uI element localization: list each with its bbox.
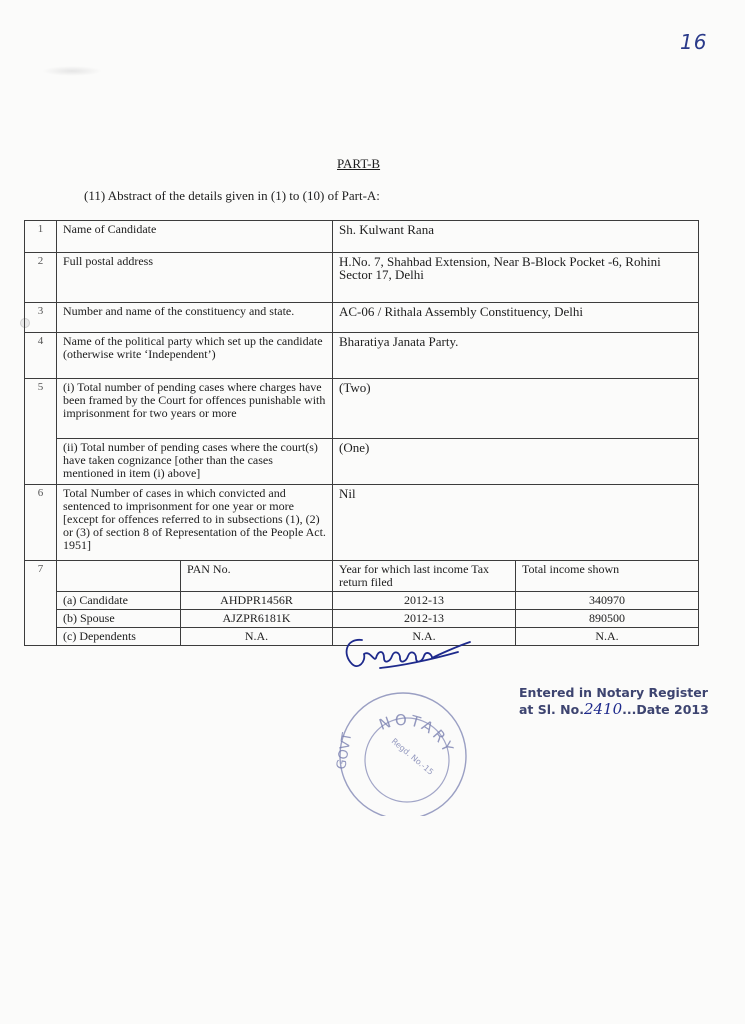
seal-inner-text: Regd. No.-15 [389,736,436,777]
pan-value: N.A. [181,628,333,646]
part-heading: PART-B [337,156,381,171]
row-number: 6 [25,485,57,561]
notary-stamp-prefix: at Sl. No. [519,702,584,717]
table-row [25,592,699,610]
party-value: Bharatiya Janata Party. [333,333,699,379]
pan-header: PAN No. [181,561,333,592]
income-value: N.A. [516,628,699,646]
notary-stamp-line2 [519,701,709,718]
year-header: Year for which last income Tax return filed [333,561,516,592]
table-row [25,439,699,485]
year-value: 2012-13 [333,610,516,628]
table-row [25,485,699,561]
abstract-intro: (11) Abstract of the details given in (1) to (10) of Part-A: [84,188,380,203]
row-label: Number and name of the constituency and state. [57,303,333,333]
row-label: Full postal address [57,253,333,303]
page-number: 16 [680,30,708,54]
abstract-table [24,220,699,646]
table-row [25,610,699,628]
row-label: Name of Candidate [57,221,333,253]
svg-text:NOTARY [377,711,458,758]
notary-seal [333,690,473,816]
table-row [25,253,699,303]
notary-register-stamp [519,684,709,718]
notary-serial-handwritten: 2410 [583,700,623,718]
pending-cases-cognizance-value: (One) [333,439,699,485]
income-value: 890500 [516,610,699,628]
pending-cases-framed-value: (Two) [333,379,699,439]
row-number: 1 [25,221,57,253]
income-who: (c) Dependents [57,628,181,646]
blank-header-cell [57,561,181,592]
notary-stamp-suffix: ...Date 2013 [622,702,709,717]
pan-value: AHDPR1456R [181,592,333,610]
constituency-value: AC-06 / Rithala Assembly Constituency, Delhi [333,303,699,333]
seal-left-text: GOVT [334,731,356,771]
row-label: Name of the political party which set up the candidate (otherwise write ‘Independent’) [57,333,333,379]
candidate-name: Sh. Kulwant Rana [333,221,699,253]
row-number: 5 [25,379,57,485]
table-row [25,221,699,253]
row-number: 3 [25,303,57,333]
row-label: (i) Total number of pending cases where charges have been framed by the Court for offences punishable with imprisonment for two years or more [57,379,333,439]
paper-smudge [42,66,102,76]
seal-top-text: NOTARY [376,711,459,758]
year-value: N.A. [333,628,516,646]
row-number: 7 [25,561,57,646]
income-header: Total income shown [516,561,699,592]
year-value: 2012-13 [333,592,516,610]
income-who: (a) Candidate [57,592,181,610]
postal-address: H.No. 7, Shahbad Extension, Near B-Block Pocket -6, Rohini Sector 17, Delhi [333,253,699,303]
income-value: 340970 [516,592,699,610]
signature-mark [340,632,475,680]
pan-value: AJZPR6181K [181,610,333,628]
row-label: Total Number of cases in which convicted and sentenced to imprisonment for one year or more [except for offences referred to in subsections (1), (2) or (3) of section 8 of Representation of the People Act. 1951] [57,485,333,561]
table-row [25,333,699,379]
convicted-value: Nil [333,485,699,561]
table-row [25,303,699,333]
table-row [25,379,699,439]
row-number: 4 [25,333,57,379]
table-row [25,561,699,592]
row-label: (ii) Total number of pending cases where the court(s) have taken cognizance [other than the cases mentioned in item (i) above] [57,439,333,485]
row-number: 2 [25,253,57,303]
income-who: (b) Spouse [57,610,181,628]
notary-stamp-line1: Entered in Notary Register [519,685,708,700]
